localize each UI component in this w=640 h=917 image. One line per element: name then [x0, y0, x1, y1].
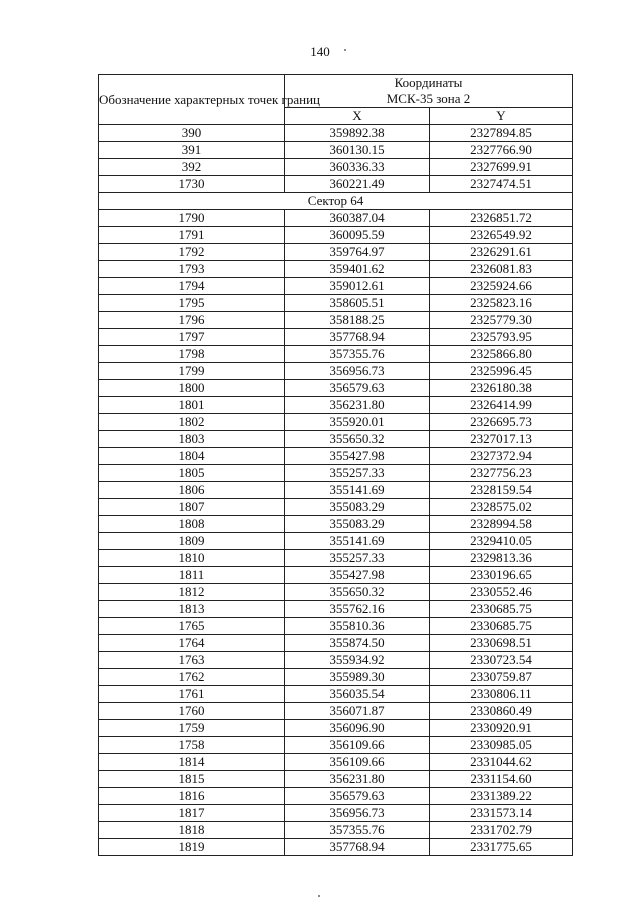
point-id-cell: 1812: [99, 584, 285, 601]
y-coordinate-cell: 2327699.91: [430, 159, 573, 176]
y-coordinate-cell: 2326695.73: [430, 414, 573, 431]
point-id-cell: 1792: [99, 244, 285, 261]
point-id-cell: 1814: [99, 754, 285, 771]
point-id-cell: 1797: [99, 329, 285, 346]
scan-speck: [318, 895, 320, 897]
table-row: [99, 584, 573, 601]
page-number: 140: [310, 44, 330, 59]
y-coordinate-cell: 2330806.11: [430, 686, 573, 703]
x-coordinate-cell: 357768.94: [285, 839, 430, 856]
y-coordinate-cell: 2330552.46: [430, 584, 573, 601]
sector-label: Сектор 64: [99, 193, 573, 210]
y-coordinate-cell: 2327474.51: [430, 176, 573, 193]
point-id-cell: 1798: [99, 346, 285, 363]
header-x: X: [285, 108, 430, 125]
point-id-cell: 1764: [99, 635, 285, 652]
x-coordinate-cell: 356231.80: [285, 397, 430, 414]
table-row: [99, 703, 573, 720]
point-id-cell: 1800: [99, 380, 285, 397]
y-coordinate-cell: 2331573.14: [430, 805, 573, 822]
y-coordinate-cell: 2330685.75: [430, 618, 573, 635]
x-coordinate-cell: 356579.63: [285, 788, 430, 805]
point-id-cell: 1760: [99, 703, 285, 720]
point-id-cell: 1758: [99, 737, 285, 754]
table-row: [99, 465, 573, 482]
x-coordinate-cell: 356231.80: [285, 771, 430, 788]
point-id-cell: 1809: [99, 533, 285, 550]
y-coordinate-cell: 2328575.02: [430, 499, 573, 516]
table-row: [99, 652, 573, 669]
x-coordinate-cell: 360336.33: [285, 159, 430, 176]
table-row: [99, 448, 573, 465]
y-coordinate-cell: 2328159.54: [430, 482, 573, 499]
table-row: [99, 822, 573, 839]
y-coordinate-cell: 2325996.45: [430, 363, 573, 380]
x-coordinate-cell: 355427.98: [285, 567, 430, 584]
table-row: [99, 227, 573, 244]
x-coordinate-cell: 355762.16: [285, 601, 430, 618]
x-coordinate-cell: 356109.66: [285, 754, 430, 771]
y-coordinate-cell: 2326851.72: [430, 210, 573, 227]
y-coordinate-cell: 2329410.05: [430, 533, 573, 550]
x-coordinate-cell: 356071.87: [285, 703, 430, 720]
table-row: [99, 261, 573, 278]
x-coordinate-cell: 356579.63: [285, 380, 430, 397]
y-coordinate-cell: 2325793.95: [430, 329, 573, 346]
point-id-cell: 1806: [99, 482, 285, 499]
x-coordinate-cell: 358605.51: [285, 295, 430, 312]
y-coordinate-cell: 2325924.66: [430, 278, 573, 295]
point-id-cell: 1805: [99, 465, 285, 482]
table-row: [99, 482, 573, 499]
y-coordinate-cell: 2326291.61: [430, 244, 573, 261]
y-coordinate-cell: 2330759.87: [430, 669, 573, 686]
table-row: [99, 533, 573, 550]
table-row: [99, 278, 573, 295]
x-coordinate-cell: 356956.73: [285, 805, 430, 822]
x-coordinate-cell: 360221.49: [285, 176, 430, 193]
table-row: [99, 567, 573, 584]
table-row: [99, 635, 573, 652]
x-coordinate-cell: 357768.94: [285, 329, 430, 346]
y-coordinate-cell: 2331044.62: [430, 754, 573, 771]
y-coordinate-cell: 2331702.79: [430, 822, 573, 839]
table-row: [99, 788, 573, 805]
point-id-cell: 1796: [99, 312, 285, 329]
point-id-cell: 1795: [99, 295, 285, 312]
point-id-cell: 392: [99, 159, 285, 176]
y-coordinate-cell: 2327372.94: [430, 448, 573, 465]
y-coordinate-cell: 2330685.75: [430, 601, 573, 618]
point-id-cell: 1816: [99, 788, 285, 805]
table-row: [99, 210, 573, 227]
x-coordinate-cell: 355427.98: [285, 448, 430, 465]
y-coordinate-cell: 2326180.38: [430, 380, 573, 397]
y-coordinate-cell: 2326081.83: [430, 261, 573, 278]
table-row: [99, 142, 573, 159]
table-row: [99, 414, 573, 431]
table-row: [99, 312, 573, 329]
y-coordinate-cell: 2326414.99: [430, 397, 573, 414]
point-id-cell: 390: [99, 125, 285, 142]
x-coordinate-cell: 356096.90: [285, 720, 430, 737]
x-coordinate-cell: 356109.66: [285, 737, 430, 754]
y-coordinate-cell: 2330920.91: [430, 720, 573, 737]
table-row: [99, 397, 573, 414]
x-coordinate-cell: 355083.29: [285, 516, 430, 533]
table-row: [99, 686, 573, 703]
point-id-cell: 1819: [99, 839, 285, 856]
y-coordinate-cell: 2330698.51: [430, 635, 573, 652]
y-coordinate-cell: 2325823.16: [430, 295, 573, 312]
point-id-cell: 1765: [99, 618, 285, 635]
scan-speck: [344, 49, 346, 51]
x-coordinate-cell: 359764.97: [285, 244, 430, 261]
y-coordinate-cell: 2330985.05: [430, 737, 573, 754]
table-row: [99, 720, 573, 737]
table-row: [99, 159, 573, 176]
table-row: [99, 550, 573, 567]
y-coordinate-cell: 2329813.36: [430, 550, 573, 567]
sector-row: [99, 193, 573, 210]
x-coordinate-cell: 355989.30: [285, 669, 430, 686]
point-id-cell: 1807: [99, 499, 285, 516]
point-id-cell: 1762: [99, 669, 285, 686]
table-row: [99, 176, 573, 193]
point-id-cell: 1791: [99, 227, 285, 244]
y-coordinate-cell: 2327756.23: [430, 465, 573, 482]
table-row: [99, 737, 573, 754]
x-coordinate-cell: 356035.54: [285, 686, 430, 703]
x-coordinate-cell: 355920.01: [285, 414, 430, 431]
point-id-cell: 1759: [99, 720, 285, 737]
table-row: [99, 346, 573, 363]
point-id-cell: 1730: [99, 176, 285, 193]
header-y: Y: [430, 108, 573, 125]
x-coordinate-cell: 355650.32: [285, 431, 430, 448]
point-id-cell: 391: [99, 142, 285, 159]
x-coordinate-cell: 355934.92: [285, 652, 430, 669]
table-row: [99, 431, 573, 448]
y-coordinate-cell: 2325866.80: [430, 346, 573, 363]
y-coordinate-cell: 2330723.54: [430, 652, 573, 669]
table-row: [99, 771, 573, 788]
table-row: [99, 839, 573, 856]
point-id-cell: 1815: [99, 771, 285, 788]
point-id-cell: 1818: [99, 822, 285, 839]
point-id-cell: 1802: [99, 414, 285, 431]
point-id-cell: 1790: [99, 210, 285, 227]
point-id-cell: 1794: [99, 278, 285, 295]
x-coordinate-cell: 355083.29: [285, 499, 430, 516]
header-point-designation: Обозначение характерных точек границ: [99, 75, 285, 125]
point-id-cell: 1793: [99, 261, 285, 278]
y-coordinate-cell: 2326549.92: [430, 227, 573, 244]
point-id-cell: 1801: [99, 397, 285, 414]
point-id-cell: 1810: [99, 550, 285, 567]
x-coordinate-cell: 355257.33: [285, 465, 430, 482]
y-coordinate-cell: 2327766.90: [430, 142, 573, 159]
x-coordinate-cell: 355650.32: [285, 584, 430, 601]
y-coordinate-cell: 2325779.30: [430, 312, 573, 329]
x-coordinate-cell: 358188.25: [285, 312, 430, 329]
x-coordinate-cell: 360130.15: [285, 142, 430, 159]
y-coordinate-cell: 2331154.60: [430, 771, 573, 788]
table-row: [99, 601, 573, 618]
table-row: [99, 125, 573, 142]
point-id-cell: 1808: [99, 516, 285, 533]
point-id-cell: 1811: [99, 567, 285, 584]
table-body: [99, 125, 573, 856]
x-coordinate-cell: 357355.76: [285, 822, 430, 839]
table-row: [99, 363, 573, 380]
x-coordinate-cell: 355874.50: [285, 635, 430, 652]
header-coordinates-title: Координаты: [394, 75, 463, 90]
header-coordinate-system: МСК-35 зона 2: [386, 91, 471, 106]
point-id-cell: 1799: [99, 363, 285, 380]
x-coordinate-cell: 357355.76: [285, 346, 430, 363]
y-coordinate-cell: 2328994.58: [430, 516, 573, 533]
y-coordinate-cell: 2330860.49: [430, 703, 573, 720]
y-coordinate-cell: 2331775.65: [430, 839, 573, 856]
y-coordinate-cell: 2330196.65: [430, 567, 573, 584]
table-row: [99, 618, 573, 635]
table-row: [99, 329, 573, 346]
table-row: [99, 669, 573, 686]
table-row: [99, 295, 573, 312]
x-coordinate-cell: 355141.69: [285, 482, 430, 499]
y-coordinate-cell: 2331389.22: [430, 788, 573, 805]
header-coordinates: [285, 75, 573, 108]
x-coordinate-cell: 360387.04: [285, 210, 430, 227]
x-coordinate-cell: 356956.73: [285, 363, 430, 380]
x-coordinate-cell: 355141.69: [285, 533, 430, 550]
table-row: [99, 516, 573, 533]
x-coordinate-cell: 360095.59: [285, 227, 430, 244]
point-id-cell: 1813: [99, 601, 285, 618]
point-id-cell: 1763: [99, 652, 285, 669]
table-row: [99, 380, 573, 397]
point-id-cell: 1761: [99, 686, 285, 703]
x-coordinate-cell: 359401.62: [285, 261, 430, 278]
x-coordinate-cell: 355257.33: [285, 550, 430, 567]
x-coordinate-cell: 355810.36: [285, 618, 430, 635]
table-row: [99, 499, 573, 516]
point-id-cell: 1804: [99, 448, 285, 465]
point-id-cell: 1803: [99, 431, 285, 448]
x-coordinate-cell: 359012.61: [285, 278, 430, 295]
point-id-cell: 1817: [99, 805, 285, 822]
coordinates-table: [98, 74, 573, 856]
y-coordinate-cell: 2327017.13: [430, 431, 573, 448]
table-row: [99, 805, 573, 822]
table-row: [99, 244, 573, 261]
y-coordinate-cell: 2327894.85: [430, 125, 573, 142]
x-coordinate-cell: 359892.38: [285, 125, 430, 142]
table-row: [99, 754, 573, 771]
